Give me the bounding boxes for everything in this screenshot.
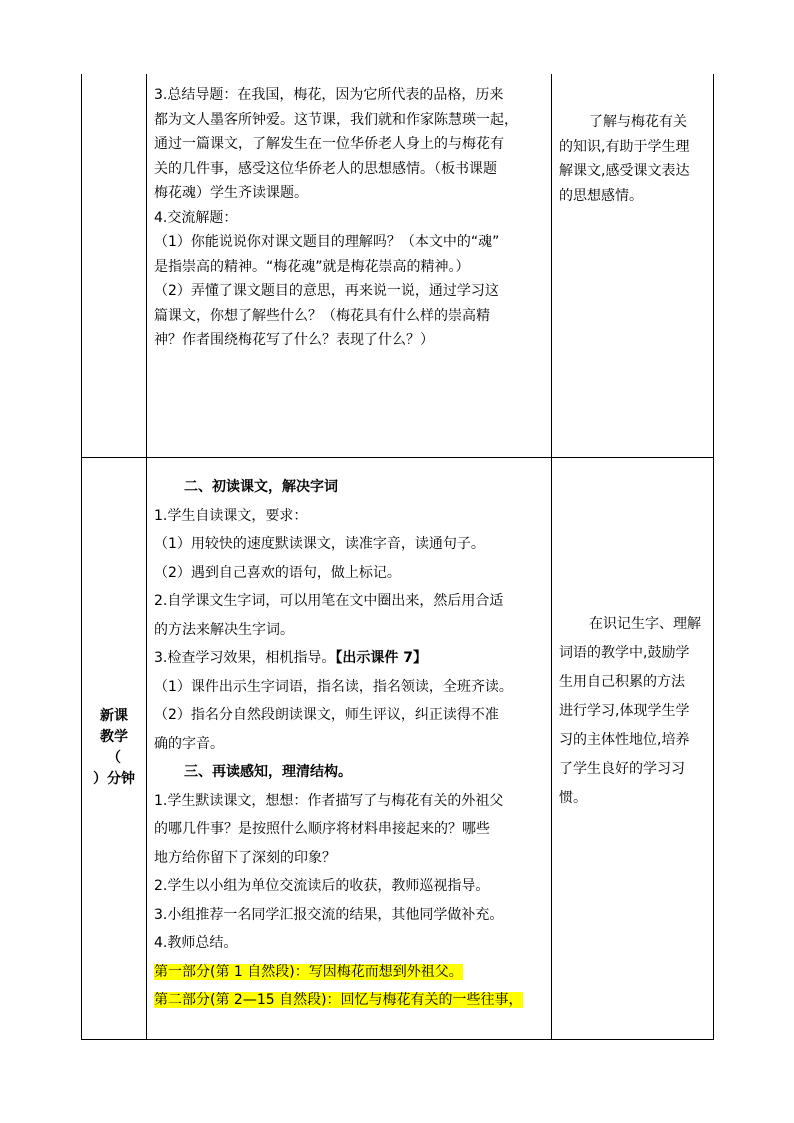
text-line: 1.学生自读课文，要求： (154, 507, 308, 524)
note-line: 在识记生字、理解 (589, 616, 701, 632)
text-line: （1）课件出示生字词语，指名读，指名领读，全班齐读。 (154, 678, 513, 695)
highlighted-line: 第二部分(第 2—15 自然段)：回忆与梅花有关的一些往事， (154, 992, 523, 1008)
note-line: 解课文,感受课文表达 (559, 163, 690, 179)
note-line: 习的主体性地位,培养 (559, 732, 690, 748)
procedure-cell-main (154, 475, 549, 1013)
text-line: 3.总结导题：在我国，梅花，因为它所代表的品格，历来 (154, 87, 504, 103)
table-border-col1 (146, 74, 147, 1040)
design-intent-cell-main (559, 610, 709, 813)
highlighted-line: 第一部分(第 1 自然段)：写因梅花而想到外祖父。 (154, 963, 463, 980)
text-line: 1.学生默读课文，想想：作者描写了与梅花有关的外祖父 (154, 792, 504, 809)
text-line: （1）你能说说你对课文题目的理解吗？（本文中的“魂” (154, 234, 500, 250)
phase-label (85, 706, 143, 790)
text-line: 3.小组推荐一名同学汇报交流的结果，其他同学做补充。 (154, 906, 504, 923)
procedure-cell-intro (154, 83, 549, 353)
note-line: 词语的教学中,鼓励学 (559, 645, 690, 661)
text-line: 的哪几件事？是按照什么顺序将材料串接起来的？哪些 (154, 821, 490, 837)
text-line: 神？作者围绕梅花写了什么？表现了什么？） (154, 332, 434, 348)
phase-label-line: ）分钟 (93, 771, 135, 787)
note-line: 生用自己积累的方法 (559, 674, 685, 690)
note-line: 的知识,有助于学生理 (559, 138, 690, 155)
text-line: 通过一篇课文，了解发生在一位华侨老人身上的与梅花有 (154, 136, 504, 152)
text-line: 关的几件事，感受这位华侨老人的思想感情。（板书课题 (154, 160, 497, 177)
text-line: 的方法来解决生字词。 (154, 621, 294, 638)
text-line: （2）指名分自然段朗读课文，师生评议，纠正读得不准 (154, 707, 499, 723)
table-border-bottom (81, 1039, 714, 1040)
phase-label-line: 教学 (100, 729, 128, 745)
text-line: 4.教师总结。 (154, 935, 238, 951)
text-line: 2.自学课文生字词，可以用笔在文中圈出来，然后用合适 (154, 593, 504, 609)
note-line: 惯。 (559, 790, 587, 806)
check-text: 3.检查学习效果，相机指导。 (154, 650, 336, 666)
lesson-plan-table (81, 74, 714, 1040)
text-line (154, 646, 549, 671)
note-line: 了解与梅花有关 (589, 114, 687, 130)
text-line: （2）遇到自己喜欢的语句，做上标记。 (154, 564, 401, 581)
text-line: （1）用较快的速度默读课文，读准字音，读通句子。 (154, 536, 485, 552)
section-heading: 二、初读课文，解决字词 (184, 479, 338, 495)
table-border-left (81, 74, 82, 1040)
courseware-tag: 【出示课件 7】 (335, 650, 427, 666)
table-row-divider (81, 457, 714, 458)
design-intent-cell-intro (559, 110, 709, 208)
text-line: 4.交流解题： (154, 209, 238, 226)
text-line: 地方给你留下了深刻的印象？ (154, 849, 336, 866)
table-border-col2 (551, 74, 552, 1040)
text-line: （2）弄懂了课文题目的意思，再来说一说，通过学习这 (154, 283, 499, 299)
text-line: 2.学生以小组为单位交流读后的收获，教师巡视指导。 (154, 878, 490, 894)
table-border-right (713, 74, 714, 1040)
section-heading: 三、再读感知，理清结构。 (184, 764, 352, 780)
note-line: 了学生良好的学习习 (559, 761, 685, 777)
text-line: 确的字音。 (154, 735, 224, 752)
text-line: 梅花魂）学生齐读课题。 (154, 185, 308, 201)
text-line: 都为文人墨客所钟爱。这节课，我们就和作家陈慧瑛一起， (154, 111, 518, 128)
note-line: 的思想感情。 (559, 187, 643, 204)
phase-label-line: 新课 (100, 708, 128, 724)
text-line: 是指崇高的精神。“梅花魂”就是梅花崇高的精神。） (154, 258, 470, 275)
text-line: 篇课文，你想了解些什么？（梅花具有什么样的崇高精 (154, 307, 490, 324)
note-line: 进行学习,体现学生学 (559, 703, 690, 719)
phase-label-line: （ (107, 750, 121, 766)
